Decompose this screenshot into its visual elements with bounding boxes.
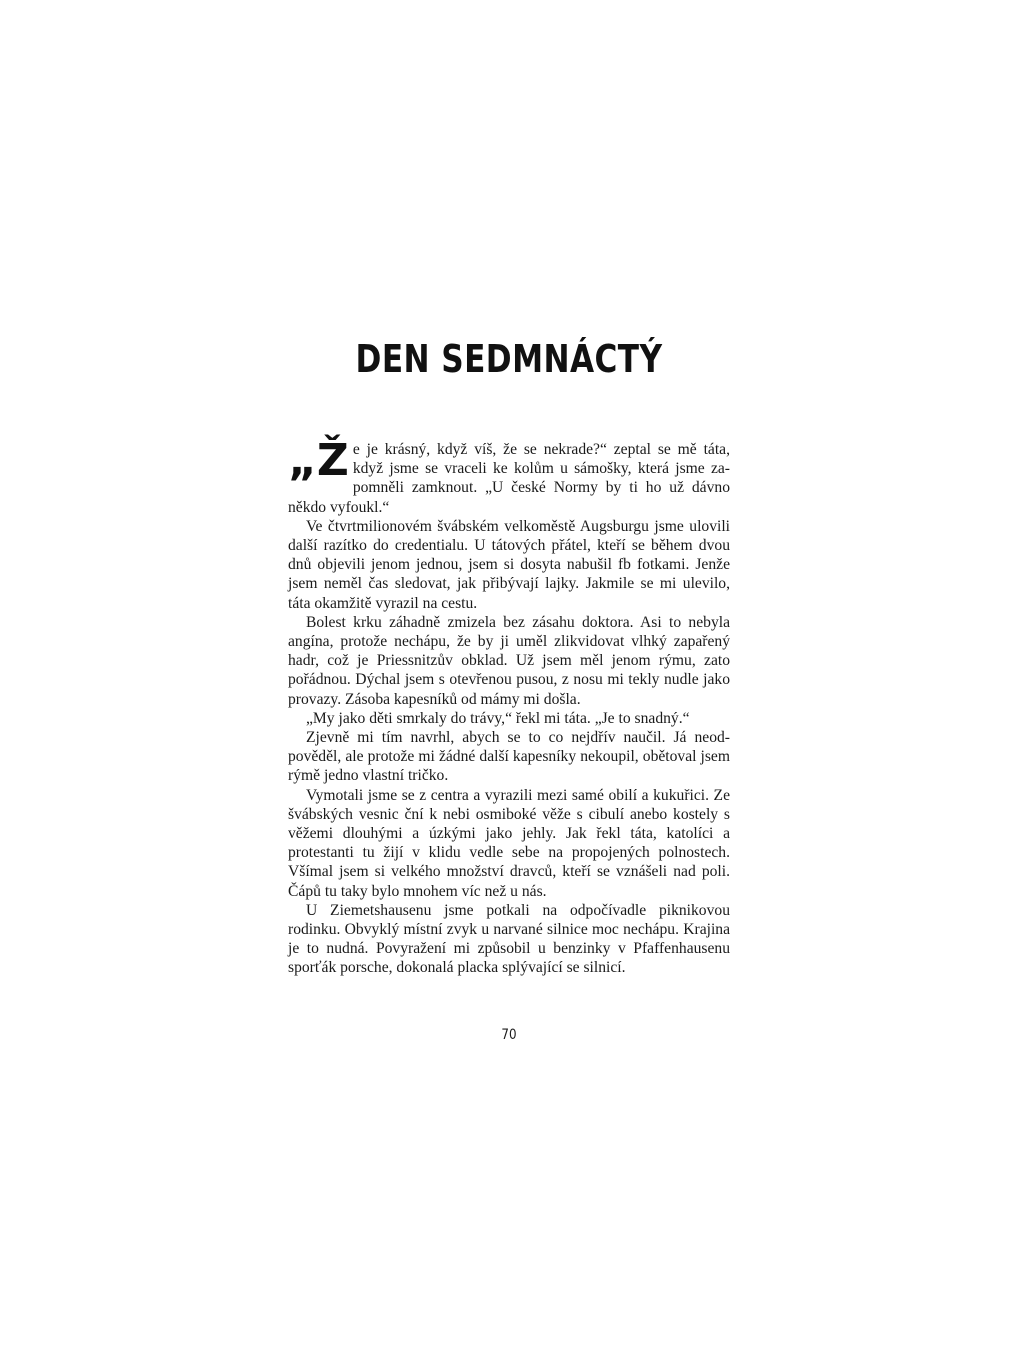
page-number: 70 bbox=[501, 1027, 517, 1043]
paragraph-3: Bolest krku záhadně zmizela bez zásahu doktora. Asi to nebyla angína, protože nechápu, že by ji uměl zlikvidovat vlhký zapařený hadr, což je Priessnitzův obklad. Už jsem měl jenom rýmu, zato pořádnou. Dýchal jsem s otevřenou pusou, z nosu mi tekly nudle jako provazy. Zásoba kapesníků od mámy mi došla. bbox=[288, 613, 730, 708]
chapter-body bbox=[288, 435, 730, 978]
paragraph-7: U Ziemetshausenu jsme potkali na odpočívadle piknikovou rodinku. Obvyklý místní zvyk u narvané silnice moc nechápu. Krajina je to nudná. Povyražení mi způsobil u benzinky v Pfaffenhausenu sporťák porsche, dokonalá placka splývající se silnicí. bbox=[288, 901, 730, 977]
drop-cap: „Ž bbox=[288, 435, 349, 486]
paragraph-2: Ve čtvrtmilionovém švábském velkoměstě Augsburgu jsme ulovili další razítko do credentialu. U tátových přátel, kteří se během dvou dnů objevili jenom jednou, jsem si dosyta nabušil fb fotkami. Jenže jsem neměl čas sledovat, jak přibývají lajky. Jakmile se mi ulevilo, táta okamžitě vyrazil na cestu. bbox=[288, 517, 730, 612]
paragraph-1 bbox=[288, 435, 730, 517]
paragraph-1-text: e je krásný, když víš, že se nekrade?“ zeptal se mě táta, když jsme se vraceli ke kolům u sámošky, která jsme zapomněli zamknout. „U české Normy by ti ho už dávno někdo vyfoukl.“ bbox=[288, 441, 730, 516]
paragraph-5: Zjevně mi tím navrhl, abych se to co nejdřív naučil. Já neodpověděl, ale protože mi žádné další kapesníky nekoupil, obětoval jsem rýmě jedno vlastní tričko. bbox=[288, 729, 730, 785]
paragraph-6: Vymotali jsme se z centra a vyrazili mezi samé obilí a kukuřici. Ze švábských vesnic ční k nebi osmiboké věže s cibulí anebo kostely s věžemi dlouhými a úzkými jako jehly. Jak řekl táta, katolíci a protestanti tu žijí v klidu vedle sebe na propojených polnostech. Všímal jsem si velkého množství dravců, kteří se vznášeli nad poli. Čápů tu taky bylo mnohem víc než u nás. bbox=[288, 786, 730, 900]
chapter-title: DEN SEDMNÁCTÝ bbox=[355, 337, 663, 381]
paragraph-4: „My jako děti smrkaly do trávy,“ řekl mi táta. „Je to snadný.“ bbox=[306, 709, 690, 727]
